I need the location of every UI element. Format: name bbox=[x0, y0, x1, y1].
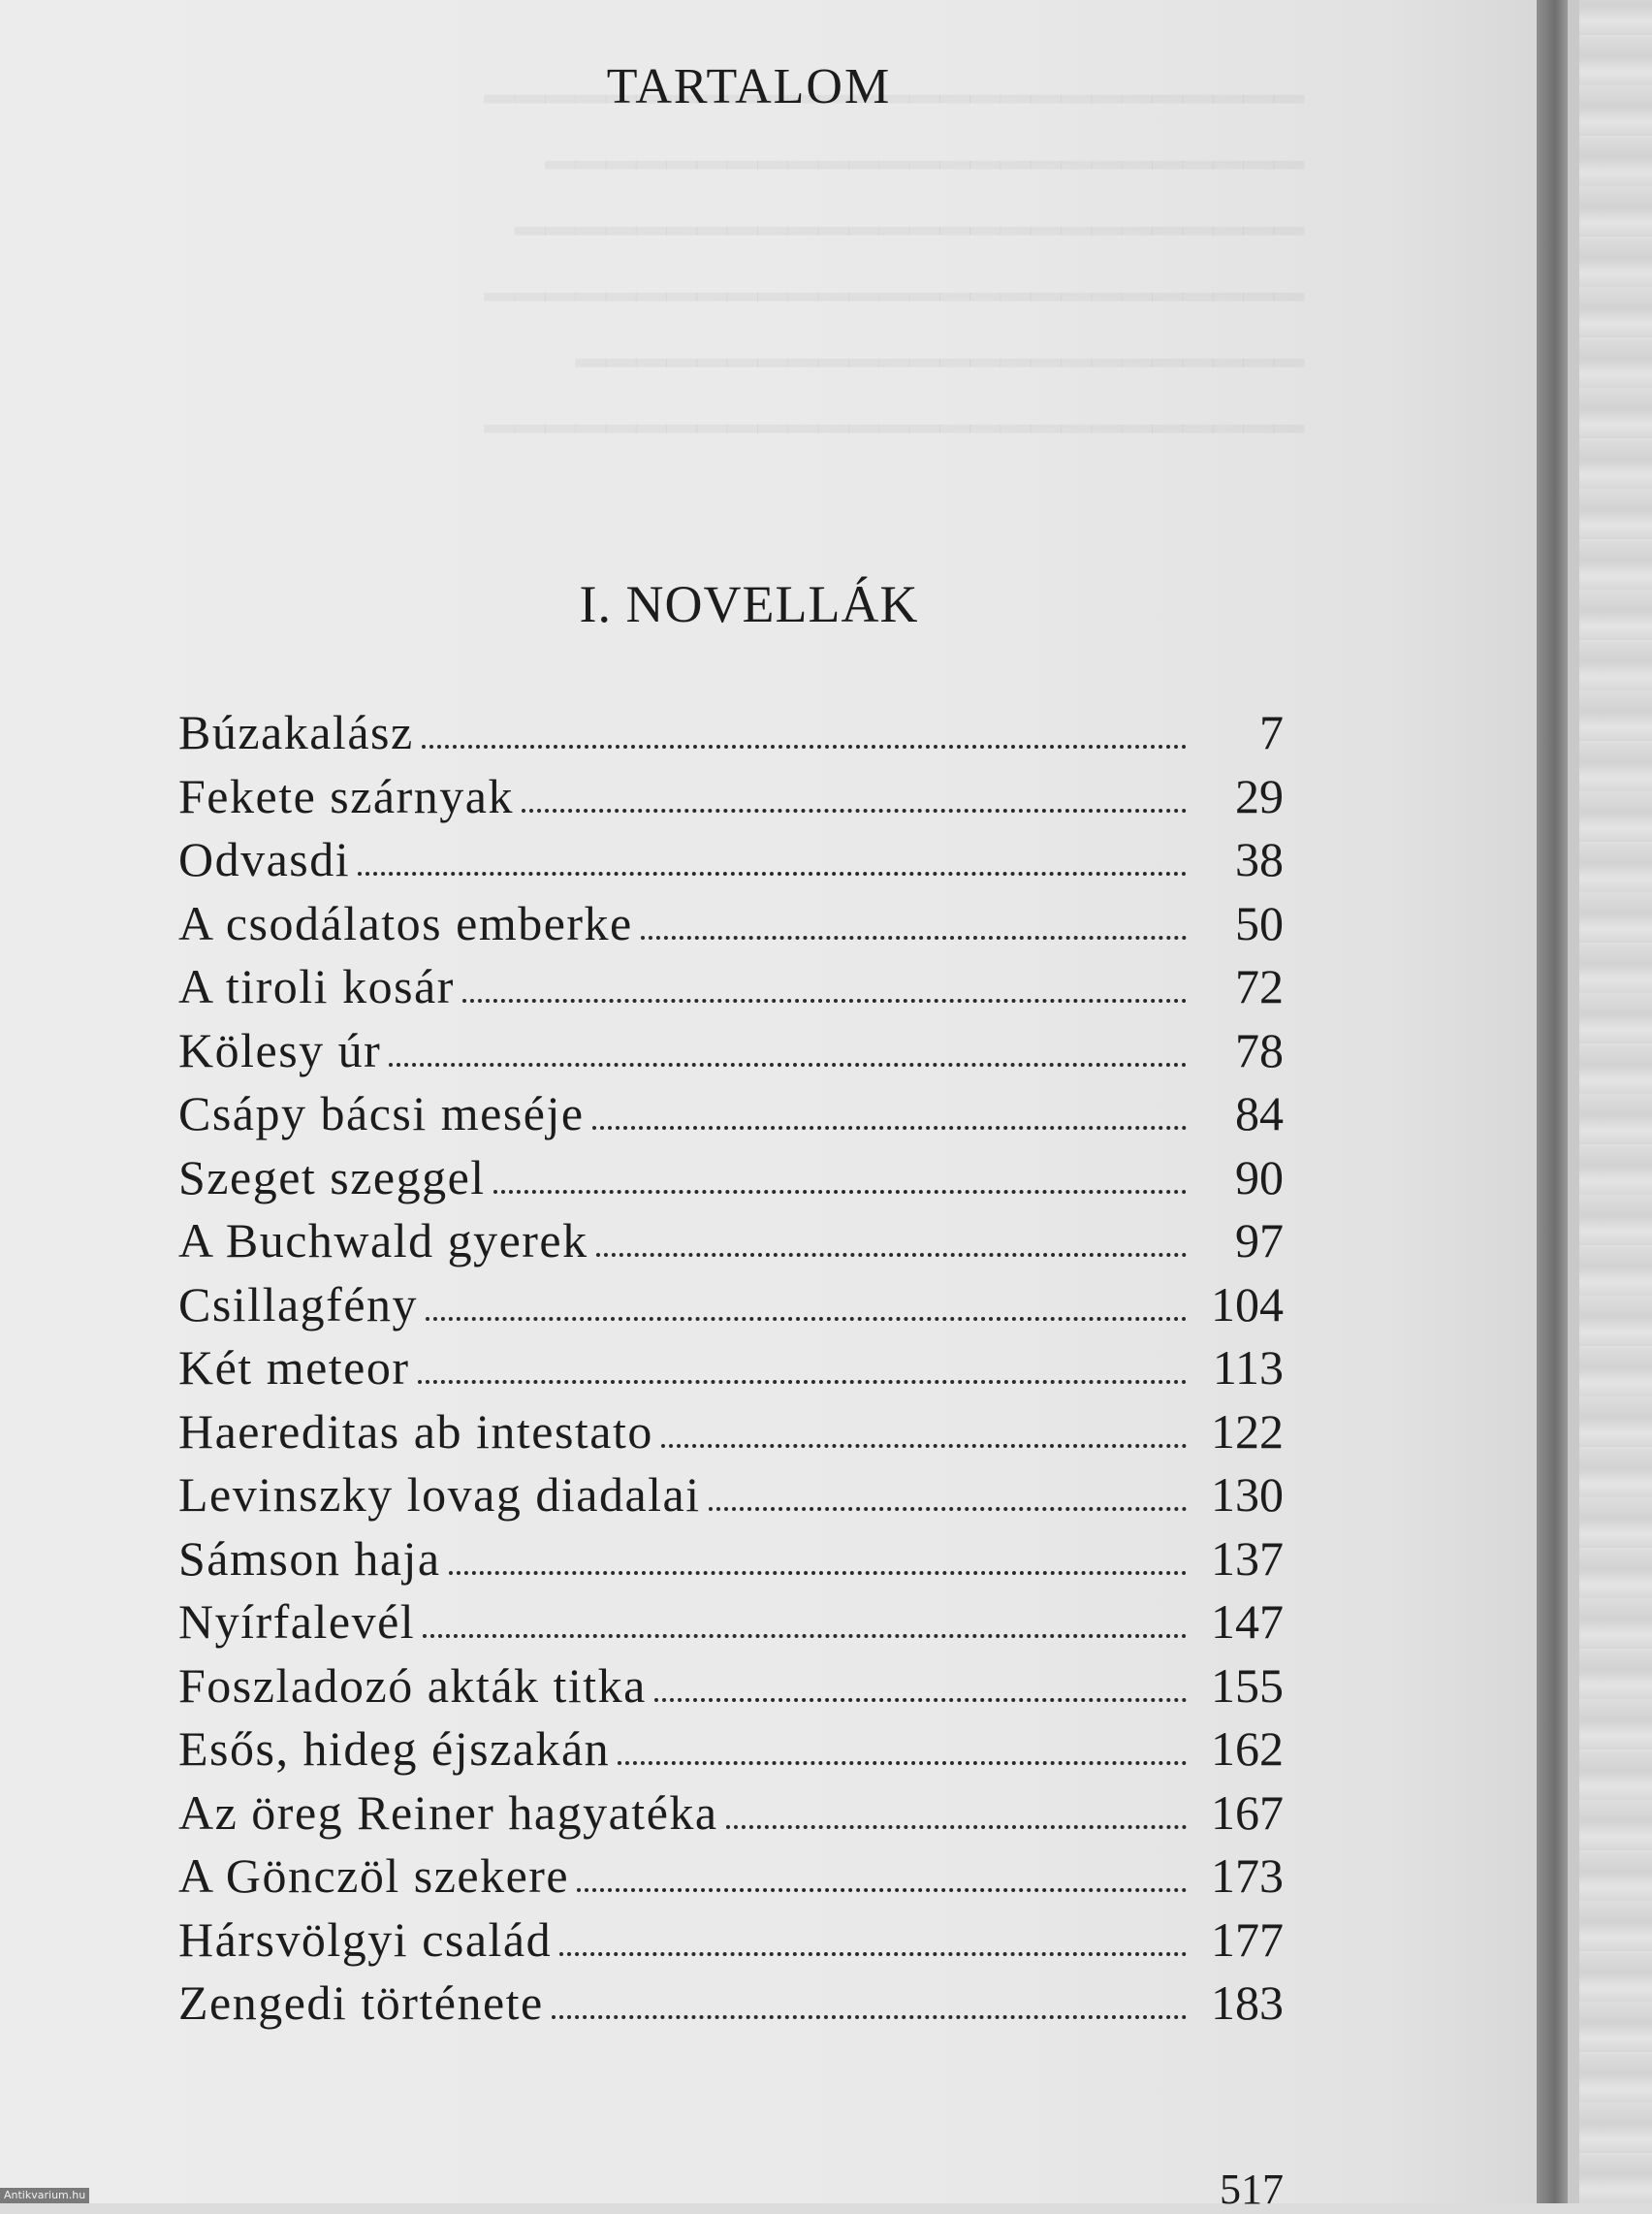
toc-entry bbox=[178, 958, 1284, 1022]
toc-entry-page: 147 bbox=[1211, 1594, 1284, 1649]
toc-entry-page: 29 bbox=[1235, 768, 1284, 823]
toc-entry-page: 38 bbox=[1235, 832, 1284, 886]
toc-entry-title: Búzakalász bbox=[178, 705, 414, 759]
dot-leader bbox=[389, 1063, 1187, 1067]
toc-entry bbox=[178, 1466, 1284, 1530]
dot-leader bbox=[661, 1444, 1187, 1448]
toc-entry bbox=[178, 1339, 1284, 1403]
page-stack-edge-light bbox=[1568, 0, 1579, 2203]
toc-entry-title: Az öreg Reiner hagyatéka bbox=[178, 1784, 718, 1840]
toc-entry-page: 122 bbox=[1211, 1403, 1284, 1459]
dot-leader bbox=[358, 872, 1187, 876]
toc-entry-title: Odvasdi bbox=[178, 832, 351, 886]
table-of-contents bbox=[178, 704, 1284, 2038]
toc-entry-title: Csillagfény bbox=[178, 1276, 419, 1332]
toc-entry-page: 78 bbox=[1235, 1022, 1284, 1077]
toc-entry-page: 177 bbox=[1211, 1911, 1284, 1967]
background-surface bbox=[1579, 0, 1652, 2203]
toc-entry-title: Sámson haja bbox=[178, 1530, 441, 1586]
toc-entry bbox=[178, 1022, 1284, 1086]
dot-leader bbox=[462, 999, 1187, 1003]
dot-leader bbox=[559, 1952, 1187, 1956]
toc-entry bbox=[178, 1784, 1284, 1848]
toc-entry-page: 50 bbox=[1235, 895, 1284, 950]
toc-entry-title: Nyírfalevél bbox=[178, 1594, 416, 1649]
dot-leader bbox=[596, 1253, 1187, 1257]
toc-entry-title: A tiroli kosár bbox=[178, 959, 455, 1013]
dot-leader bbox=[577, 1888, 1187, 1892]
toc-entry bbox=[178, 1403, 1284, 1467]
toc-entry bbox=[178, 1657, 1284, 1721]
toc-entry-title: Foszladozó akták titka bbox=[178, 1657, 647, 1713]
toc-entry-page: 155 bbox=[1211, 1657, 1284, 1713]
toc-entry bbox=[178, 1593, 1284, 1657]
toc-entry-title: Kölesy úr bbox=[178, 1022, 382, 1077]
page-number: 517 bbox=[1220, 2166, 1284, 2213]
page-stack-edge bbox=[1537, 0, 1568, 2203]
contents-heading: TARTALOM bbox=[606, 59, 892, 114]
toc-entry-title: Két meteor bbox=[178, 1340, 410, 1395]
dot-leader bbox=[709, 1507, 1187, 1511]
dot-leader bbox=[422, 745, 1187, 749]
toc-entry-title: Csápy bácsi meséje bbox=[178, 1086, 585, 1140]
toc-entry-title: Szeget szeggel bbox=[178, 1149, 486, 1204]
toc-entry bbox=[178, 1911, 1284, 1975]
toc-entry bbox=[178, 704, 1284, 768]
dot-leader bbox=[552, 2015, 1187, 2019]
toc-entry-page: 97 bbox=[1235, 1213, 1284, 1267]
toc-entry-title: A csodálatos emberke bbox=[178, 895, 633, 950]
bleed-through-text bbox=[208, 68, 1304, 464]
dot-leader bbox=[522, 809, 1187, 813]
toc-entry bbox=[178, 768, 1284, 832]
toc-entry-page: 130 bbox=[1211, 1467, 1284, 1522]
toc-entry-page: 104 bbox=[1211, 1276, 1284, 1332]
toc-entry bbox=[178, 1847, 1284, 1911]
toc-entry-page: 137 bbox=[1211, 1530, 1284, 1586]
dot-leader bbox=[449, 1571, 1187, 1575]
toc-entry-page: 7 bbox=[1259, 705, 1284, 759]
toc-entry-title: Fekete szárnyak bbox=[178, 768, 514, 823]
dot-leader bbox=[618, 1761, 1187, 1765]
toc-entry bbox=[178, 1720, 1284, 1784]
toc-entry bbox=[178, 1276, 1284, 1340]
dot-leader bbox=[426, 1317, 1187, 1321]
dot-leader bbox=[726, 1825, 1187, 1829]
toc-entry bbox=[178, 1530, 1284, 1594]
toc-entry bbox=[178, 1085, 1284, 1149]
toc-entry-page: 173 bbox=[1211, 1848, 1284, 1903]
toc-entry-page: 183 bbox=[1211, 1975, 1284, 2030]
toc-entry bbox=[178, 1149, 1284, 1213]
toc-entry bbox=[178, 895, 1284, 959]
toc-entry-page: 90 bbox=[1235, 1149, 1284, 1204]
toc-entry bbox=[178, 1974, 1284, 2038]
toc-entry-title: Levinszky lovag diadalai bbox=[178, 1467, 701, 1522]
toc-entry-page: 162 bbox=[1211, 1721, 1284, 1776]
dot-leader bbox=[418, 1380, 1187, 1384]
dot-leader bbox=[654, 1698, 1187, 1702]
toc-entry-title: A Gönczöl szekere bbox=[178, 1848, 570, 1903]
toc-entry bbox=[178, 1212, 1284, 1276]
toc-entry-page: 167 bbox=[1211, 1784, 1284, 1840]
toc-entry-title: Esős, hideg éjszakán bbox=[178, 1721, 611, 1776]
dot-leader bbox=[423, 1634, 1187, 1638]
toc-entry-title: Zengedi története bbox=[178, 1975, 544, 2030]
toc-entry bbox=[178, 831, 1284, 895]
toc-entry-title: A Buchwald gyerek bbox=[178, 1213, 588, 1267]
toc-entry-title: Hársvölgyi család bbox=[178, 1911, 553, 1967]
toc-entry-page: 72 bbox=[1235, 959, 1284, 1013]
toc-entry-title: Haereditas ab intestato bbox=[178, 1403, 653, 1459]
dot-leader bbox=[592, 1126, 1187, 1130]
toc-entry-page: 113 bbox=[1212, 1340, 1284, 1395]
dot-leader bbox=[641, 936, 1187, 940]
watermark-label: Antikvarium.hu bbox=[0, 2188, 89, 2203]
dot-leader bbox=[493, 1190, 1187, 1194]
section-heading: I. NOVELLÁK bbox=[579, 575, 919, 633]
toc-entry-page: 84 bbox=[1235, 1086, 1284, 1140]
